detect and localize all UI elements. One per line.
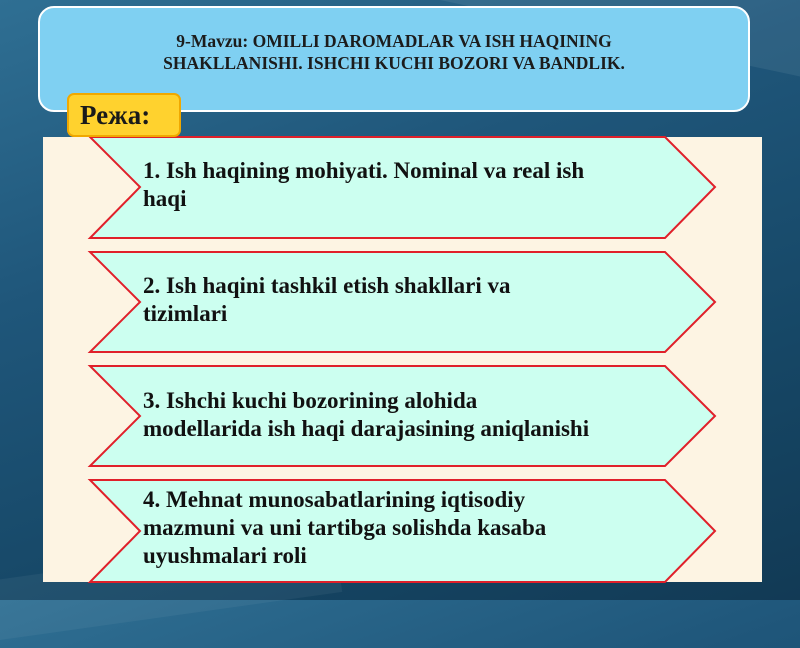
plan-item-4-line1: 4. Mehnat munosabatlarining iqtisodiy [143, 487, 526, 512]
plan-item-2-line2: tizimlari [143, 301, 228, 326]
plan-item-2 [143, 272, 683, 328]
slide-title-line1: 9-Mavzu: OMILLI DAROMADLAR VA ISH HAQINING [176, 31, 612, 51]
plan-item-4 [143, 486, 683, 570]
plan-item-4-line3: uyushmalari roli [143, 543, 307, 568]
plan-item-2-line1: 2. Ish haqini tashkil etish shakllari va [143, 273, 511, 298]
plan-label-tag [67, 93, 181, 137]
plan-item-3-line1: 3. Ishchi kuchi bozorining alohida [143, 388, 478, 413]
plan-item-3-line2: modellarida ish haqi darajasining aniqlanishi [143, 416, 590, 441]
slide-title-line2: SHAKLLANISHI. ISHCHI KUCHI BOZORI VA BANDLIK. [163, 53, 625, 73]
plan-item-3 [143, 387, 683, 443]
plan-item-1-line1: 1. Ish haqining mohiyati. Nominal va real ish [143, 158, 585, 183]
plan-item-1-line2: haqi [143, 186, 187, 211]
plan-item-1 [143, 157, 683, 213]
plan-item-4-line2: mazmuni va uni tartibga solishda kasaba [143, 515, 547, 540]
plan-label: Режа: [80, 99, 151, 130]
